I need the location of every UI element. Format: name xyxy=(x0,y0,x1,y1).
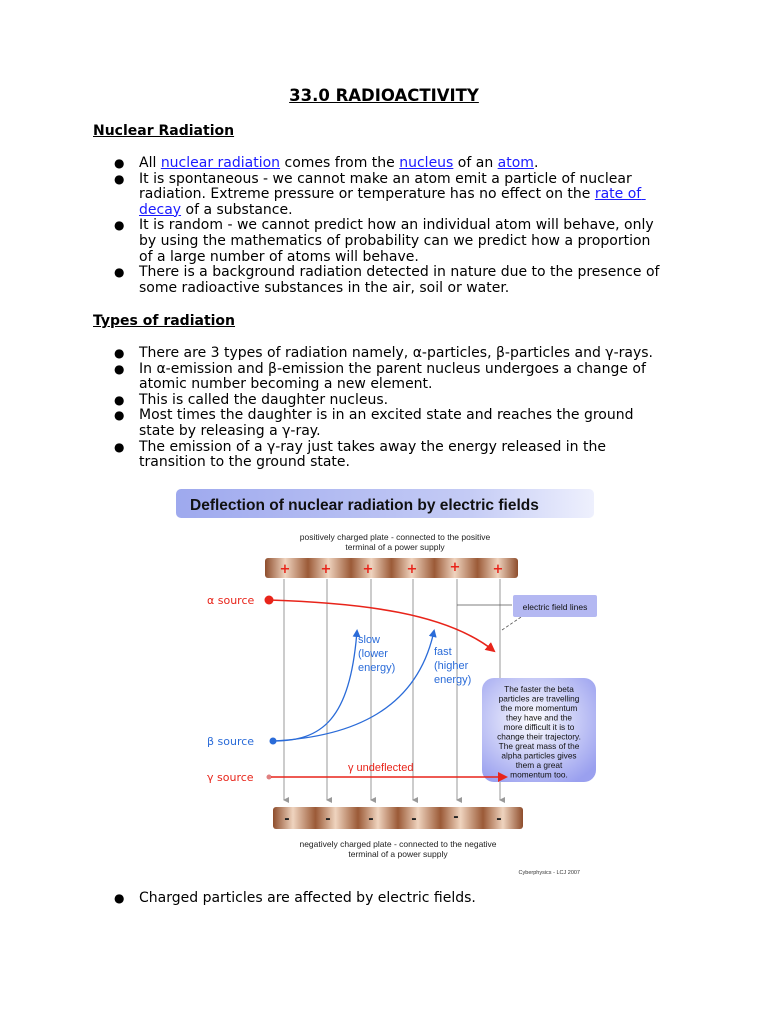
nuclear-radiation-list xyxy=(93,156,683,296)
bullet-icon: ● xyxy=(114,218,125,233)
bullet-icon: ● xyxy=(114,408,125,423)
bullet-text: comes from the xyxy=(280,155,400,171)
bullet-text: There is a background radiation detected in nature due to the presence of xyxy=(139,264,660,281)
info-line: The faster the beta xyxy=(504,684,574,694)
bullet-text: state by releasing a γ-ray. xyxy=(139,422,321,439)
list-item xyxy=(93,891,683,907)
bullet-text: In α-emission and β-emission the parent nucleus undergoes a change of xyxy=(139,360,646,377)
slow-label: energy) xyxy=(358,662,396,674)
beta-fast-trajectory xyxy=(273,631,434,741)
negative-plate xyxy=(273,807,523,829)
link-nucleus[interactable]: nucleus xyxy=(399,155,454,171)
info-line: alpha particles gives xyxy=(501,750,577,761)
bullet-text: of a substance. xyxy=(181,201,293,218)
top-plate-caption: positively charged plate - connected to the positive xyxy=(299,532,491,542)
bullet-text: of an xyxy=(453,155,498,171)
bullet-text: some radioactive substances in the air, soil or water. xyxy=(139,279,510,296)
info-line: them a great xyxy=(515,760,563,770)
diagram-credit: Cyberphysics - LCJ 2007 xyxy=(518,870,580,876)
deflection-diagram-svg xyxy=(172,485,612,880)
info-line: they have and the xyxy=(506,712,572,723)
slow-label: (lower xyxy=(358,648,388,660)
bullet-text: atomic number becoming a new element. xyxy=(139,376,433,393)
bullet-text: Charged particles are affected by electric fields. xyxy=(139,890,476,906)
slow-label: slow xyxy=(358,634,381,646)
bullet-text: by using the mathematics of probability can we predict how a proportion xyxy=(139,232,651,249)
closing-list xyxy=(93,891,683,907)
positive-plate xyxy=(265,558,518,578)
bullet-icon: ● xyxy=(114,265,125,280)
minus-sign: - xyxy=(496,812,502,827)
bullet-icon: ● xyxy=(114,171,125,186)
bullet-text: It is spontaneous - we cannot make an atom emit a particle of nuclear xyxy=(139,170,632,187)
plus-sign: + xyxy=(279,562,291,577)
plus-sign: + xyxy=(320,562,332,577)
field-lines-label: electric field lines xyxy=(522,602,588,612)
plus-sign: + xyxy=(406,562,418,577)
info-line: momentum too. xyxy=(510,769,568,780)
list-item xyxy=(93,393,683,409)
plus-sign: + xyxy=(449,560,461,575)
list-item xyxy=(93,362,683,393)
gamma-source-dot xyxy=(267,775,272,780)
list-item xyxy=(93,218,683,265)
section-heading-nuclear-radiation: Nuclear Radiation xyxy=(93,123,235,139)
minus-sign: - xyxy=(325,812,331,827)
gamma-undeflected-label xyxy=(348,762,413,774)
bullet-icon: ● xyxy=(114,346,125,360)
section-heading-types-of-radiation: Types of radiation xyxy=(93,313,236,329)
types-of-radiation-list xyxy=(93,346,683,471)
bullet-text: . xyxy=(533,155,539,171)
link-text: decay xyxy=(139,201,182,218)
plus-sign: + xyxy=(362,562,374,577)
gamma-symbol: γ xyxy=(348,762,354,774)
alpha-source-label: α source xyxy=(207,594,255,607)
link-nuclear-radiation[interactable]: nuclear radiation xyxy=(160,155,281,171)
bullet-text: All xyxy=(139,155,161,171)
minus-sign: - xyxy=(411,812,417,827)
minus-sign: - xyxy=(368,812,374,827)
bullet-text: Most times the daughter is in an excited state and reaches the ground xyxy=(139,407,634,424)
bullet-text: The emission of a γ-ray just takes away the energy released in the xyxy=(139,438,606,455)
fast-label: fast xyxy=(434,646,452,658)
diagram-title: Deflection of nuclear radiation by electric fields xyxy=(190,497,539,514)
info-line: change their trajectory. xyxy=(497,731,581,742)
info-line: particles are travelling xyxy=(498,693,580,704)
bullet-text: There are 3 types of radiation namely, α-particles, β-particles and γ-rays. xyxy=(139,345,653,361)
plus-sign: + xyxy=(492,562,504,577)
fast-label: (higher xyxy=(434,660,469,672)
list-item xyxy=(93,172,683,219)
minus-sign: - xyxy=(453,810,459,825)
list-item xyxy=(93,265,683,296)
page-title: 33.0 RADIOACTIVITY xyxy=(289,86,479,105)
bullet-text: radiation. Extreme pressure or temperature has no effect on the xyxy=(139,186,595,203)
info-line: more difficult it is to xyxy=(503,722,575,732)
bullet-text: of a large number of atoms will behave. xyxy=(139,248,419,265)
bullet-icon: ● xyxy=(114,361,125,376)
bullet-text: This is called the daughter nucleus. xyxy=(139,391,389,408)
beta-slow-trajectory xyxy=(273,631,357,741)
bullet-icon: ● xyxy=(114,156,125,170)
bottom-plate-caption: negatively charged plate - connected to the negative xyxy=(299,839,497,849)
gamma-undeflected-text: undeflected xyxy=(353,762,414,774)
info-line: The great mass of the xyxy=(498,741,580,751)
bullet-icon: ● xyxy=(114,439,125,454)
bottom-plate-caption: terminal of a power supply xyxy=(348,849,448,859)
bullet-text: It is random - we cannot predict how an individual atom will behave, only xyxy=(139,217,654,234)
bullet-icon: ● xyxy=(114,392,125,407)
minus-sign: - xyxy=(284,812,290,827)
bullet-icon: ● xyxy=(114,891,125,905)
gamma-source-label: γ source xyxy=(207,771,254,784)
link-text: rate of xyxy=(594,186,642,203)
list-item xyxy=(93,156,683,172)
list-item xyxy=(93,346,683,362)
alpha-trajectory xyxy=(269,600,494,651)
top-plate-caption: terminal of a power supply xyxy=(345,542,445,552)
list-item xyxy=(93,408,683,439)
list-item xyxy=(93,440,683,471)
link-atom[interactable]: atom xyxy=(497,155,534,171)
deflection-diagram xyxy=(172,485,612,880)
fast-label: energy) xyxy=(434,674,472,686)
info-line: the more momentum xyxy=(500,703,578,713)
bullet-text: transition to the ground state. xyxy=(139,454,350,471)
beta-source-label: β source xyxy=(207,735,255,748)
